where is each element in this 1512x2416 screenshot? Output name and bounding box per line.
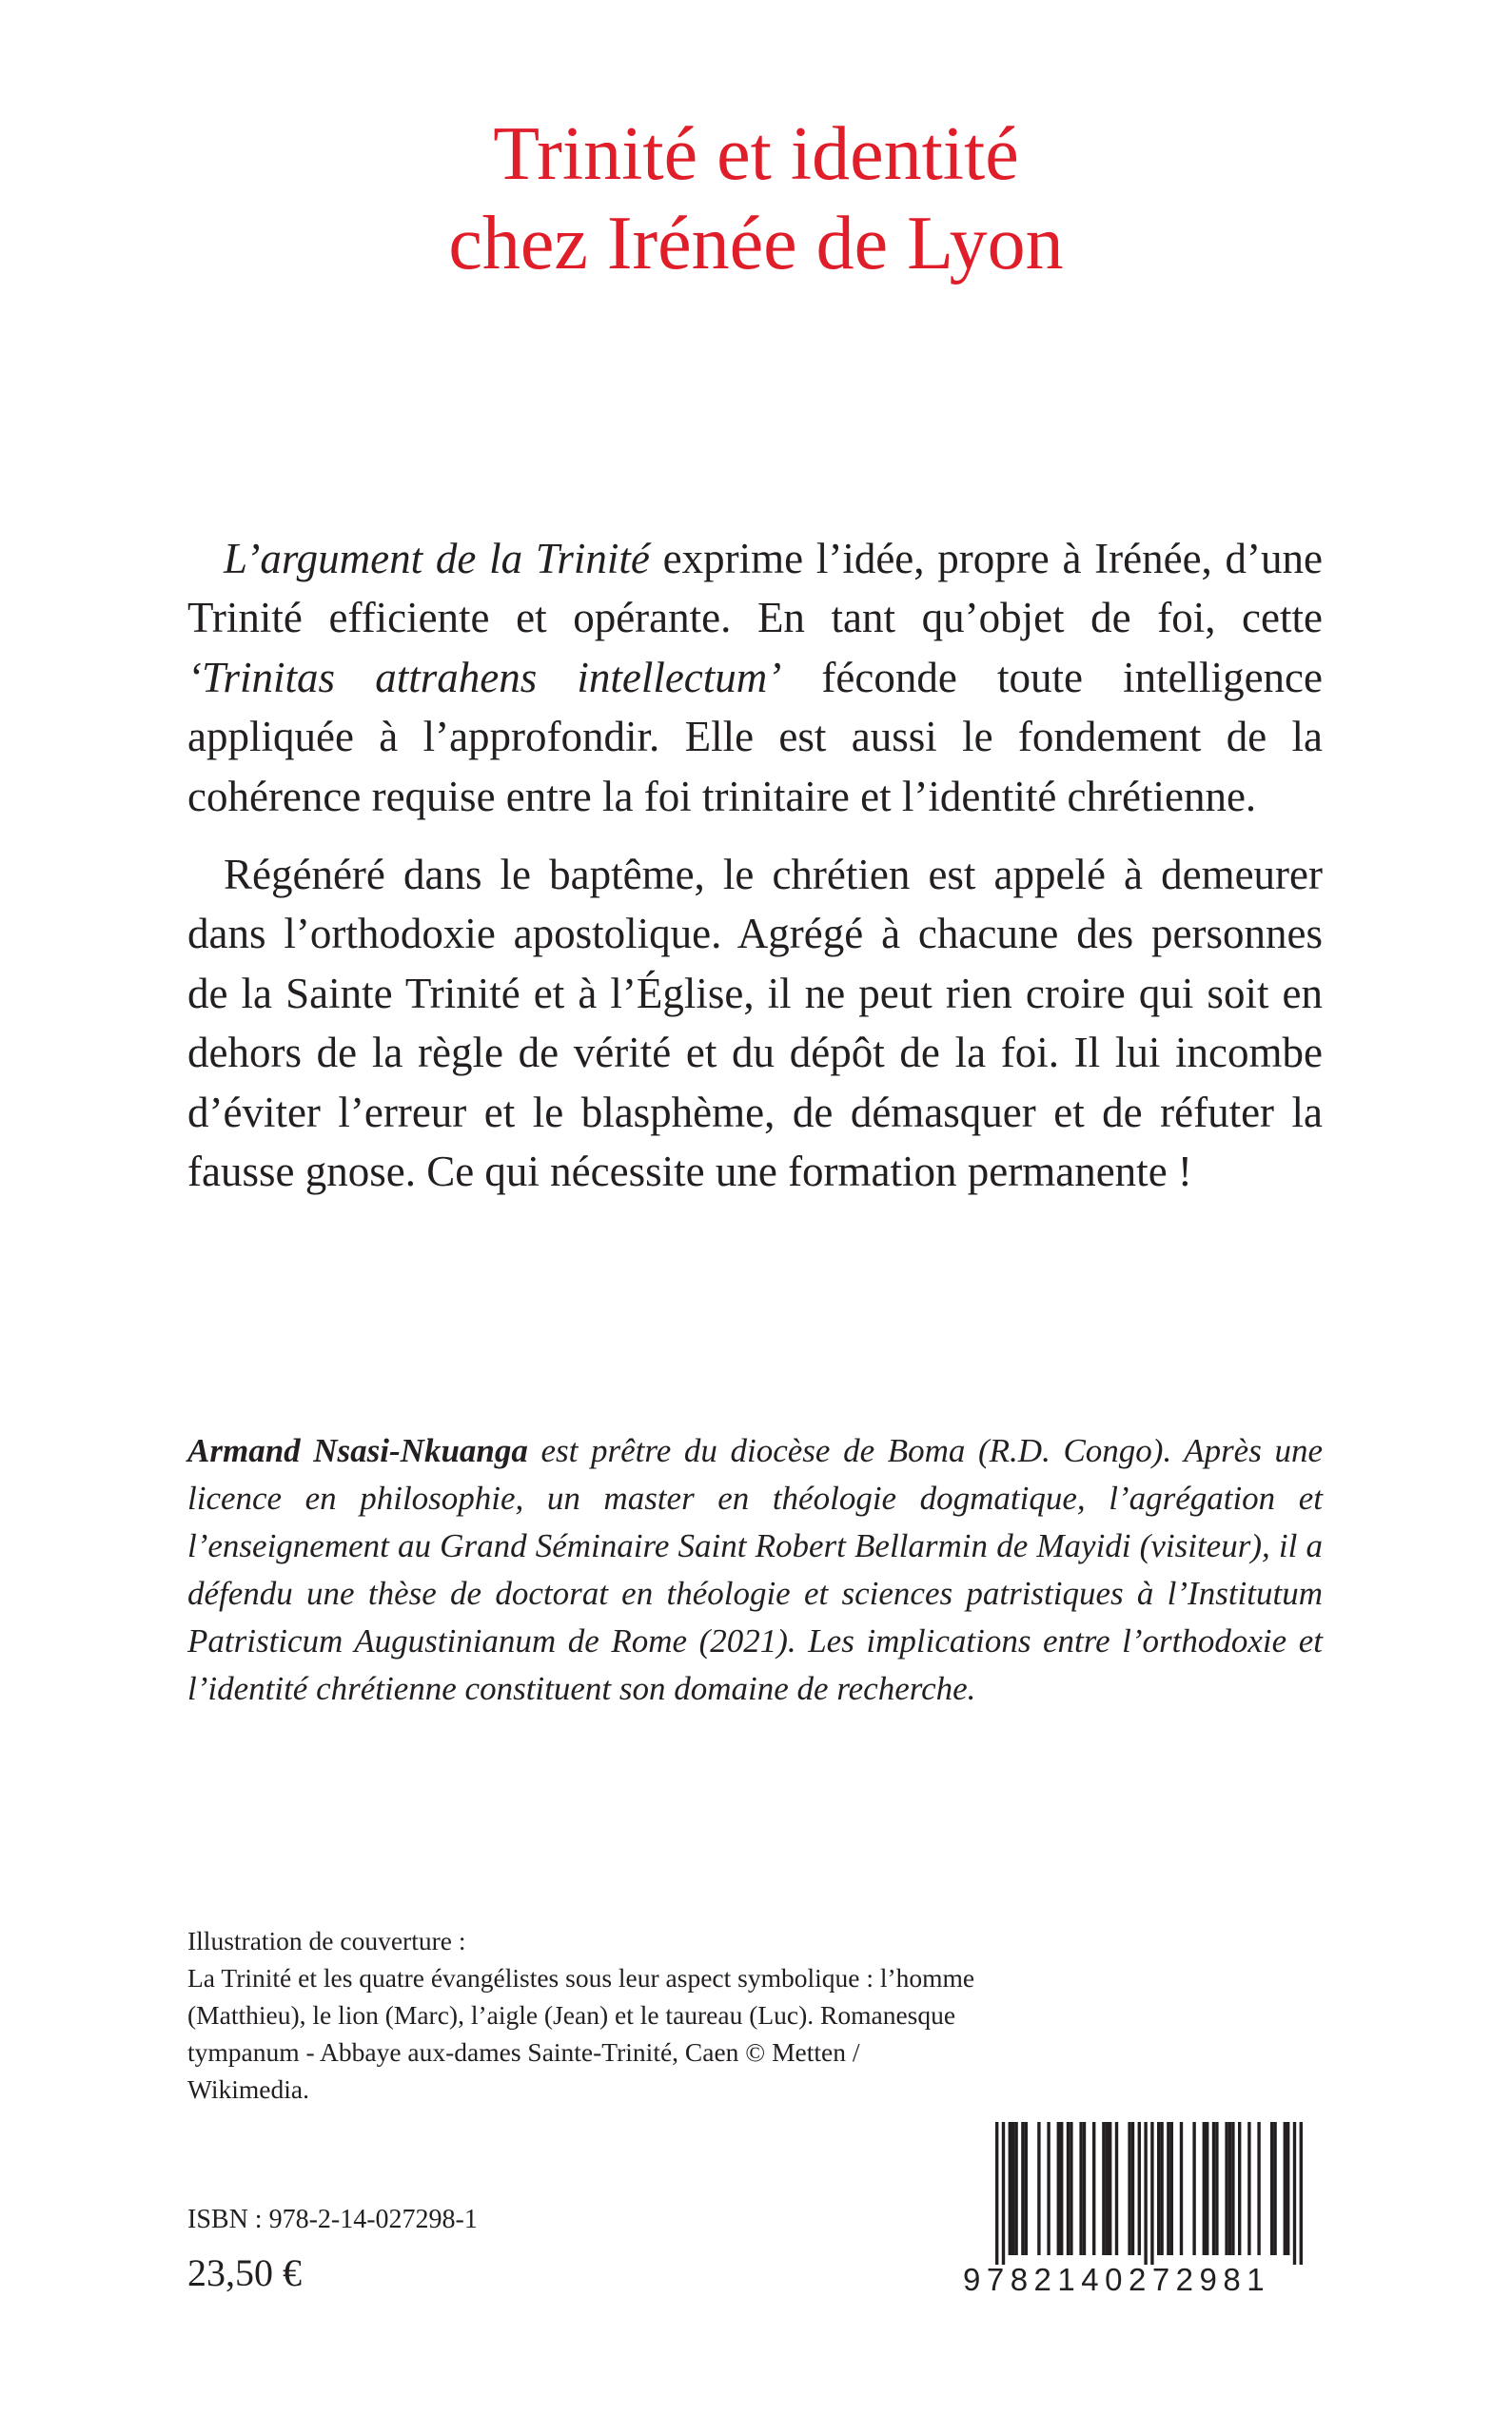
barcode-bar (1011, 2122, 1014, 2255)
barcode-bar (1047, 2122, 1050, 2255)
barcode-bar (1067, 2122, 1070, 2255)
barcode-bar (1037, 2122, 1040, 2255)
barcode-bar (1238, 2122, 1241, 2255)
barcode (963, 2122, 1325, 2298)
book-title-line-2: chez Irénée de Lyon (448, 202, 1064, 285)
book-title-line-1: Trinité et identité (493, 112, 1019, 196)
barcode-bar (1300, 2122, 1303, 2265)
barcode-bar (1293, 2122, 1296, 2265)
barcode-digits: 9782140272981 (963, 2262, 1271, 2297)
credits-text: La Trinité et les quatre évangélistes sous leur aspect symbolique : l’homme (Matthieu), le lion (Marc), l’aigle (Jean) et le taureau (Luc). Romanesque tympanum - Abbaye aux-dames Sainte-Trinité, Caen © Metten / Wikimedia. (187, 1963, 975, 2104)
barcode-bar (1138, 2122, 1141, 2255)
barcode-bar (1212, 2122, 1215, 2255)
price: 23,50 € (187, 2251, 302, 2294)
barcode-bar (1206, 2122, 1208, 2255)
barcode-bar (1106, 2122, 1109, 2255)
author-bio-text: est prêtre du diocèse de Boma (R.D. Congo). Après une licence en philosophie, un master en théologie dogmatique, l’agrégation et l’enseignement au Grand Séminaire Saint Robert Bellarmin de Mayidi (visiteur), il a défendu une thèse de doctorat en théologie et sciences patristiques à l’Institutum Patristicum Augustinianum de Rome (2021). Les implications entre l’orthodoxie et l’identité chrétienne constituent son domaine de recherche. (187, 1432, 1323, 1707)
barcode-bar (1215, 2122, 1218, 2255)
barcode-bar (1180, 2122, 1183, 2255)
barcode-bar (1247, 2122, 1250, 2255)
barcode-bar (1115, 2122, 1118, 2255)
barcode-bar (1092, 2122, 1095, 2255)
barcode-bar (1144, 2122, 1147, 2265)
barcode-bar (1009, 2122, 1011, 2255)
barcode-bar (1225, 2122, 1227, 2255)
barcode-bar (1014, 2122, 1017, 2255)
barcode-bar (1057, 2122, 1060, 2255)
barcode-bar (1150, 2122, 1153, 2265)
barcode-bar (1157, 2122, 1160, 2255)
summary-text-1: exprime l’idée, propre à Irénée, d’une Trinité efficiente et opérante. En tant qu’objet de foi, cette (187, 535, 1324, 642)
book-title (0, 109, 1512, 288)
barcode-bar (1002, 2122, 1005, 2265)
barcode-bar (1284, 2122, 1286, 2255)
barcode-bar (1102, 2122, 1105, 2255)
barcode-bar (1273, 2122, 1276, 2255)
barcode-bar (1131, 2122, 1134, 2255)
author-name: Armand Nsasi-Nkuanga (187, 1432, 528, 1469)
barcode-bar (1170, 2122, 1173, 2255)
barcode-bar (1128, 2122, 1130, 2255)
barcode-bar (1167, 2122, 1169, 2255)
barcode-bar (1231, 2122, 1234, 2255)
summary-paragraph-2: Régénéré dans le baptême, le chrétien est appelé à demeurer dans l’orthodoxie apostolique. Agrégé à chacune des personnes de la Sainte Trinité et à l’Église, il ne peut rien croire qui soit en dehors de la règle de vérité et du dépôt de la foi. Il lui incombe d’éviter l’erreur et le blasphème, de démasquer et de réfuter la fausse gnose. Ce qui nécessite une formation permanente ! (187, 851, 1323, 1196)
summary-text-2: féconde toute intelligence appliquée à l’approfondir. Elle est aussi le fondement de la cohérence requise entre la foi trinitaire et l’identité chrétienne. (187, 653, 1323, 820)
summary-italic-lead: L’argument de la Trinité (224, 535, 650, 582)
barcode-bar (1257, 2122, 1260, 2255)
barcode-bar (1160, 2122, 1163, 2255)
credits-label: Illustration de couverture : (187, 1926, 466, 1955)
barcode-bar (1192, 2122, 1195, 2255)
barcode-bar (1270, 2122, 1273, 2255)
barcode-bar (1083, 2122, 1086, 2255)
barcode-bar (1203, 2122, 1206, 2255)
summary-paragraph-1 (187, 529, 1323, 826)
barcode-bars-icon (963, 2122, 1325, 2265)
barcode-bar (1286, 2122, 1289, 2255)
barcode-bar (1079, 2122, 1082, 2255)
isbn-number: ISBN : 978-2-14-027298-1 (187, 2205, 478, 2234)
barcode-bar (1109, 2122, 1111, 2255)
barcode-bar (1060, 2122, 1063, 2255)
cover-illustration-credits (187, 1922, 987, 2108)
barcode-bar (1070, 2122, 1072, 2255)
author-bio (187, 1427, 1323, 1713)
barcode-bar (995, 2122, 998, 2265)
barcode-bar (1228, 2122, 1231, 2255)
summary-latin-quote: ‘Trinitas attrahens intellectum’ (187, 653, 782, 701)
barcode-bar (1025, 2122, 1028, 2255)
barcode-bar (1021, 2122, 1024, 2255)
book-summary (187, 529, 1323, 1220)
